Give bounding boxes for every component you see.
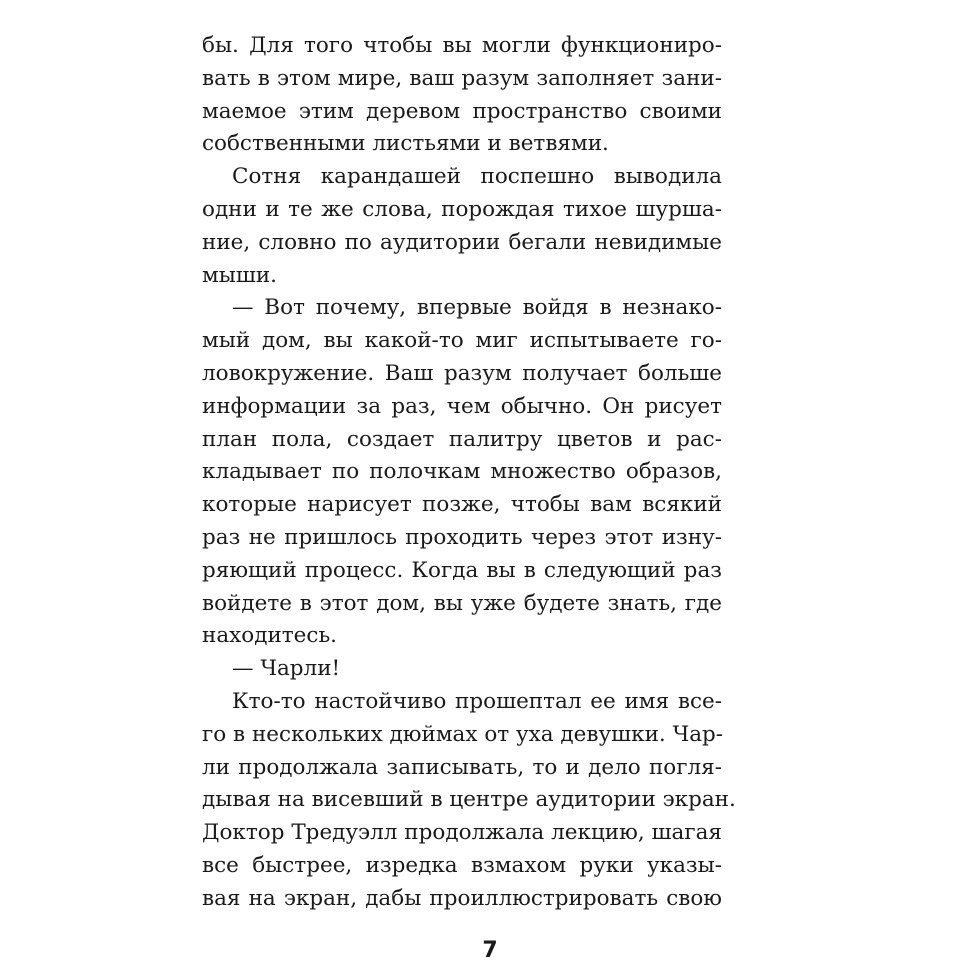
text-line: мый дом, вы какой-то миг испытываете го- bbox=[202, 328, 722, 354]
text-line: маемое этим деревом пространство своими bbox=[202, 98, 722, 124]
text-line: войдете в этот дом, вы уже будете знать, где bbox=[202, 590, 722, 616]
text-line: Сотня карандашей поспешно выводила bbox=[232, 164, 722, 190]
text-line: вать в этом мире, ваш разум заполняет зани- bbox=[202, 65, 722, 91]
text-line: раз не пришлось проходить через этот изну- bbox=[202, 524, 722, 550]
text-line: собственными листьями и ветвями. bbox=[202, 131, 609, 157]
text-line: го в нескольких дюймах от уха девушки. Чар- bbox=[202, 721, 724, 747]
text-line: ряющий процесс. Когда вы в следующий раз bbox=[202, 557, 722, 583]
page-number: 7 bbox=[482, 938, 498, 963]
text-line: ловокружение. Ваш разум получает больше bbox=[202, 360, 722, 386]
text-line: — Вот почему, впервые войдя в незнако- bbox=[232, 295, 722, 321]
text-line: вая на экран, дабы проиллюстрировать свою bbox=[202, 885, 722, 911]
text-line: — Чарли! bbox=[232, 656, 341, 682]
text-line: ние, словно по аудитории бегали невидимые bbox=[202, 229, 722, 255]
text-line: Доктор Тредуэлл продолжала лекцию, шагая bbox=[202, 820, 722, 846]
text-line: дывая на висевший в центре аудитории экран. bbox=[202, 787, 736, 813]
text-line: кладывает по полочкам множество образов, bbox=[202, 459, 722, 485]
text-line: ли продолжала записывать, то и дело погля- bbox=[202, 754, 722, 780]
text-line: одни и те же слова, порождая тихое шурша- bbox=[202, 196, 722, 222]
text-line: находитесь. bbox=[202, 623, 337, 649]
text-line: бы. Для того чтобы вы могли функциониро- bbox=[202, 33, 722, 58]
text-line: информации за раз, чем обычно. Он рисует bbox=[202, 393, 722, 419]
text-line: которые нарисует позже, чтобы вам всякий bbox=[202, 492, 722, 518]
page-body bbox=[202, 30, 736, 916]
text-line: все быстрее, изредка взмахом руки указы- bbox=[202, 852, 722, 878]
text-line: Кто-то настойчиво прошептал ее имя все- bbox=[232, 688, 722, 714]
text-line: план пола, создает палитру цветов и рас- bbox=[202, 426, 722, 452]
text-line: мыши. bbox=[202, 262, 277, 288]
